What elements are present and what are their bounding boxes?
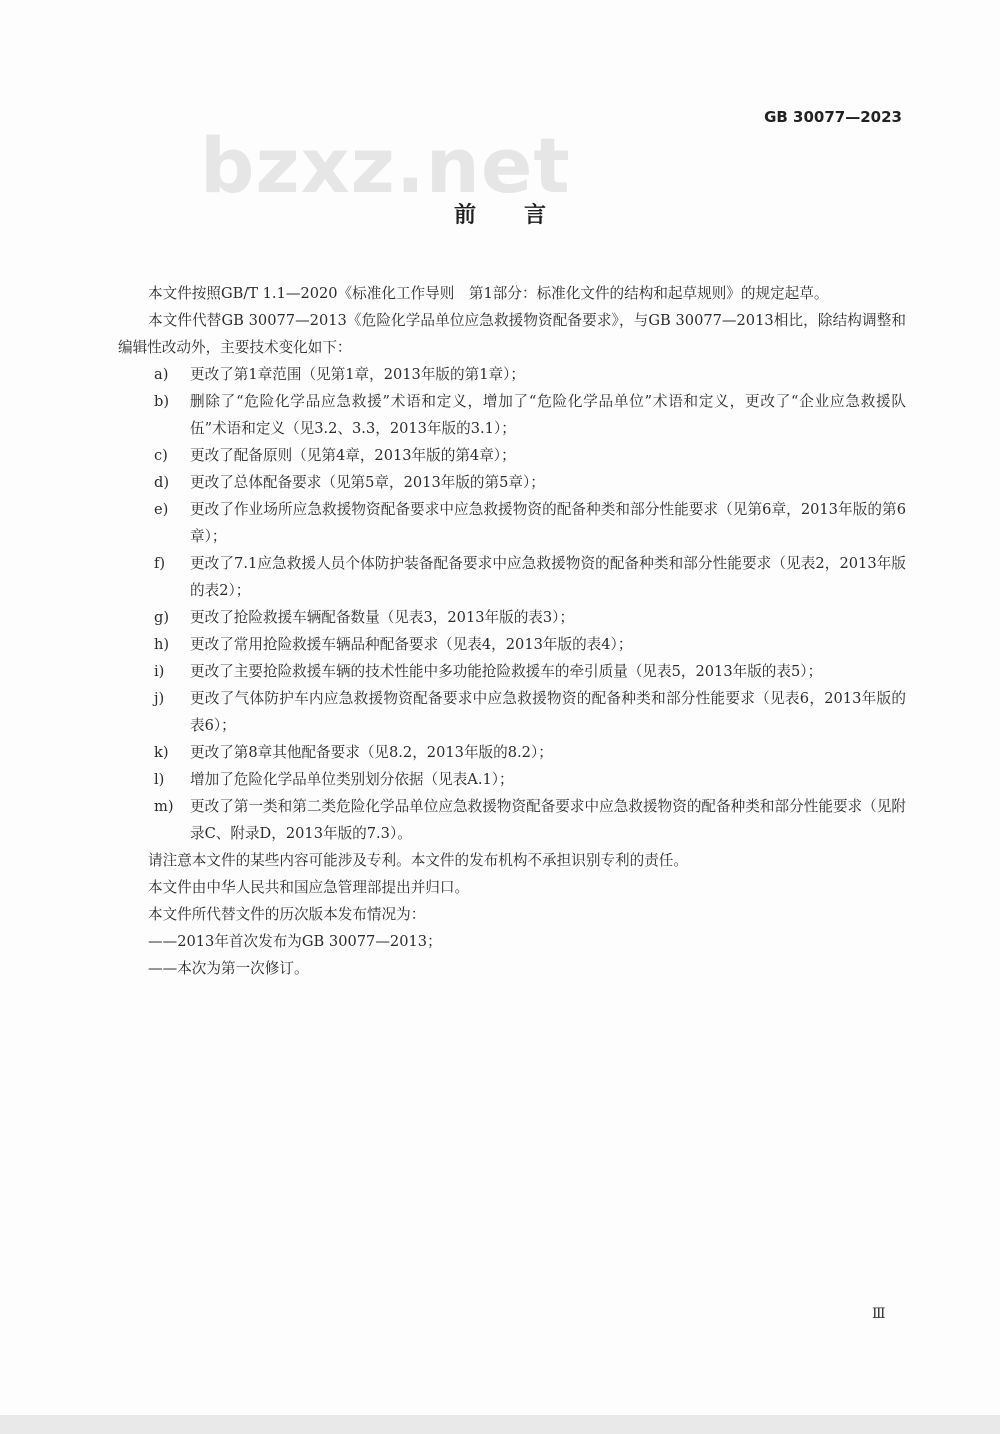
list-item-text: 更改了常用抢险救援车辆品种配备要求（见表4，2013年版的表4）； xyxy=(190,636,633,653)
list-item xyxy=(118,658,906,685)
page-number: Ⅲ xyxy=(872,1306,886,1322)
list-item xyxy=(118,388,906,442)
list-item-text: 更改了作业场所应急救援物资配备要求中应急救援物资的配备种类和部分性能要求（见第6章，2013年版的第6章）； xyxy=(190,501,906,545)
list-item xyxy=(118,469,906,496)
viewer-bottom-band xyxy=(0,1415,1000,1434)
list-item xyxy=(118,739,906,766)
list-marker: f) xyxy=(154,555,166,572)
list-marker: d) xyxy=(154,474,170,491)
list-item-text: 更改了气体防护车内应急救援物资配备要求中应急救援物资的配备种类和部分性能要求（见表6，2013年版的表6）； xyxy=(190,690,906,734)
list-item-text: 删除了“危险化学品应急救援”术语和定义，增加了“危险化学品单位”术语和定义，更改了“企业应急救援队伍”术语和定义（见3.2、3.3，2013年版的3.1）； xyxy=(190,393,906,437)
list-item xyxy=(118,766,906,793)
list-marker: i) xyxy=(154,663,165,680)
page-title: 前言 xyxy=(453,203,594,228)
list-item-text: 更改了总体配备要求（见第5章，2013年版的第5章）； xyxy=(190,474,545,491)
list-item xyxy=(118,631,906,658)
list-marker: b) xyxy=(154,393,170,410)
list-marker: e) xyxy=(154,501,169,518)
list-marker: k) xyxy=(154,744,169,761)
list-item xyxy=(118,685,906,739)
list-item-text: 更改了抢险救援车辆配备数量（见表3，2013年版的表3）； xyxy=(190,609,575,626)
list-item-text: 更改了第一类和第二类危险化学品单位应急救援物资配备要求中应急救援物资的配备种类和部分性能要求（见附录C、附录D，2013年版的7.3）。 xyxy=(190,798,906,842)
patent-notice: 请注意本文件的某些内容可能涉及专利。本文件的发布机构不承担识别专利的责任。 xyxy=(148,852,688,869)
list-item xyxy=(118,550,906,604)
list-item xyxy=(118,442,906,469)
history-intro: 本文件所代替文件的历次版本发布情况为： xyxy=(148,906,426,923)
list-marker: m) xyxy=(154,798,174,815)
list-marker: a) xyxy=(154,366,169,383)
list-marker: l) xyxy=(154,771,165,788)
history-item: ——本次为第一次修订。 xyxy=(148,960,309,977)
intro-paragraph: 本文件代替GB 30077—2013《危险化学品单位应急救援物资配备要求》，与GB 30077—2013相比，除结构调整和编辑性改动外，主要技术变化如下： xyxy=(118,312,906,356)
foreword-body xyxy=(118,280,906,982)
list-item-text: 增加了危险化学品单位类别划分依据（见表A.1）； xyxy=(190,771,514,788)
list-item xyxy=(118,361,906,388)
document-code: GB 30077—2023 xyxy=(764,108,902,126)
list-marker: g) xyxy=(154,609,170,626)
history-item: ——2013年首次发布为GB 30077—2013； xyxy=(148,933,442,950)
list-item xyxy=(118,496,906,550)
list-marker: h) xyxy=(154,636,170,653)
list-item-text: 更改了7.1应急救援人员个体防护装备配备要求中应急救援物资的配备种类和部分性能要求（见表2，2013年版的表2）； xyxy=(190,555,906,599)
changes-list xyxy=(118,361,906,847)
list-marker: j) xyxy=(154,690,165,707)
list-item-text: 更改了配备原则（见第4章，2013年版的第4章）； xyxy=(190,447,516,464)
list-item xyxy=(118,793,906,847)
list-item-text: 更改了第8章其他配备要求（见8.2，2013年版的8.2）； xyxy=(190,744,553,761)
intro-paragraph: 本文件按照GB/T 1.1—2020《标准化工作导则 第1部分：标准化文件的结构和起草规则》的规定起草。 xyxy=(148,285,829,302)
list-item-text: 更改了主要抢险救援车辆的技术性能中多功能抢险救援车的牵引质量（见表5，2013年版的表5）； xyxy=(190,663,823,680)
list-item-text: 更改了第1章范围（见第1章，2013年版的第1章）； xyxy=(190,366,525,383)
list-item xyxy=(118,604,906,631)
watermark: bzxz.net xyxy=(200,121,571,210)
proposer-statement: 本文件由中华人民共和国应急管理部提出并归口。 xyxy=(148,879,470,896)
list-marker: c) xyxy=(154,447,168,464)
